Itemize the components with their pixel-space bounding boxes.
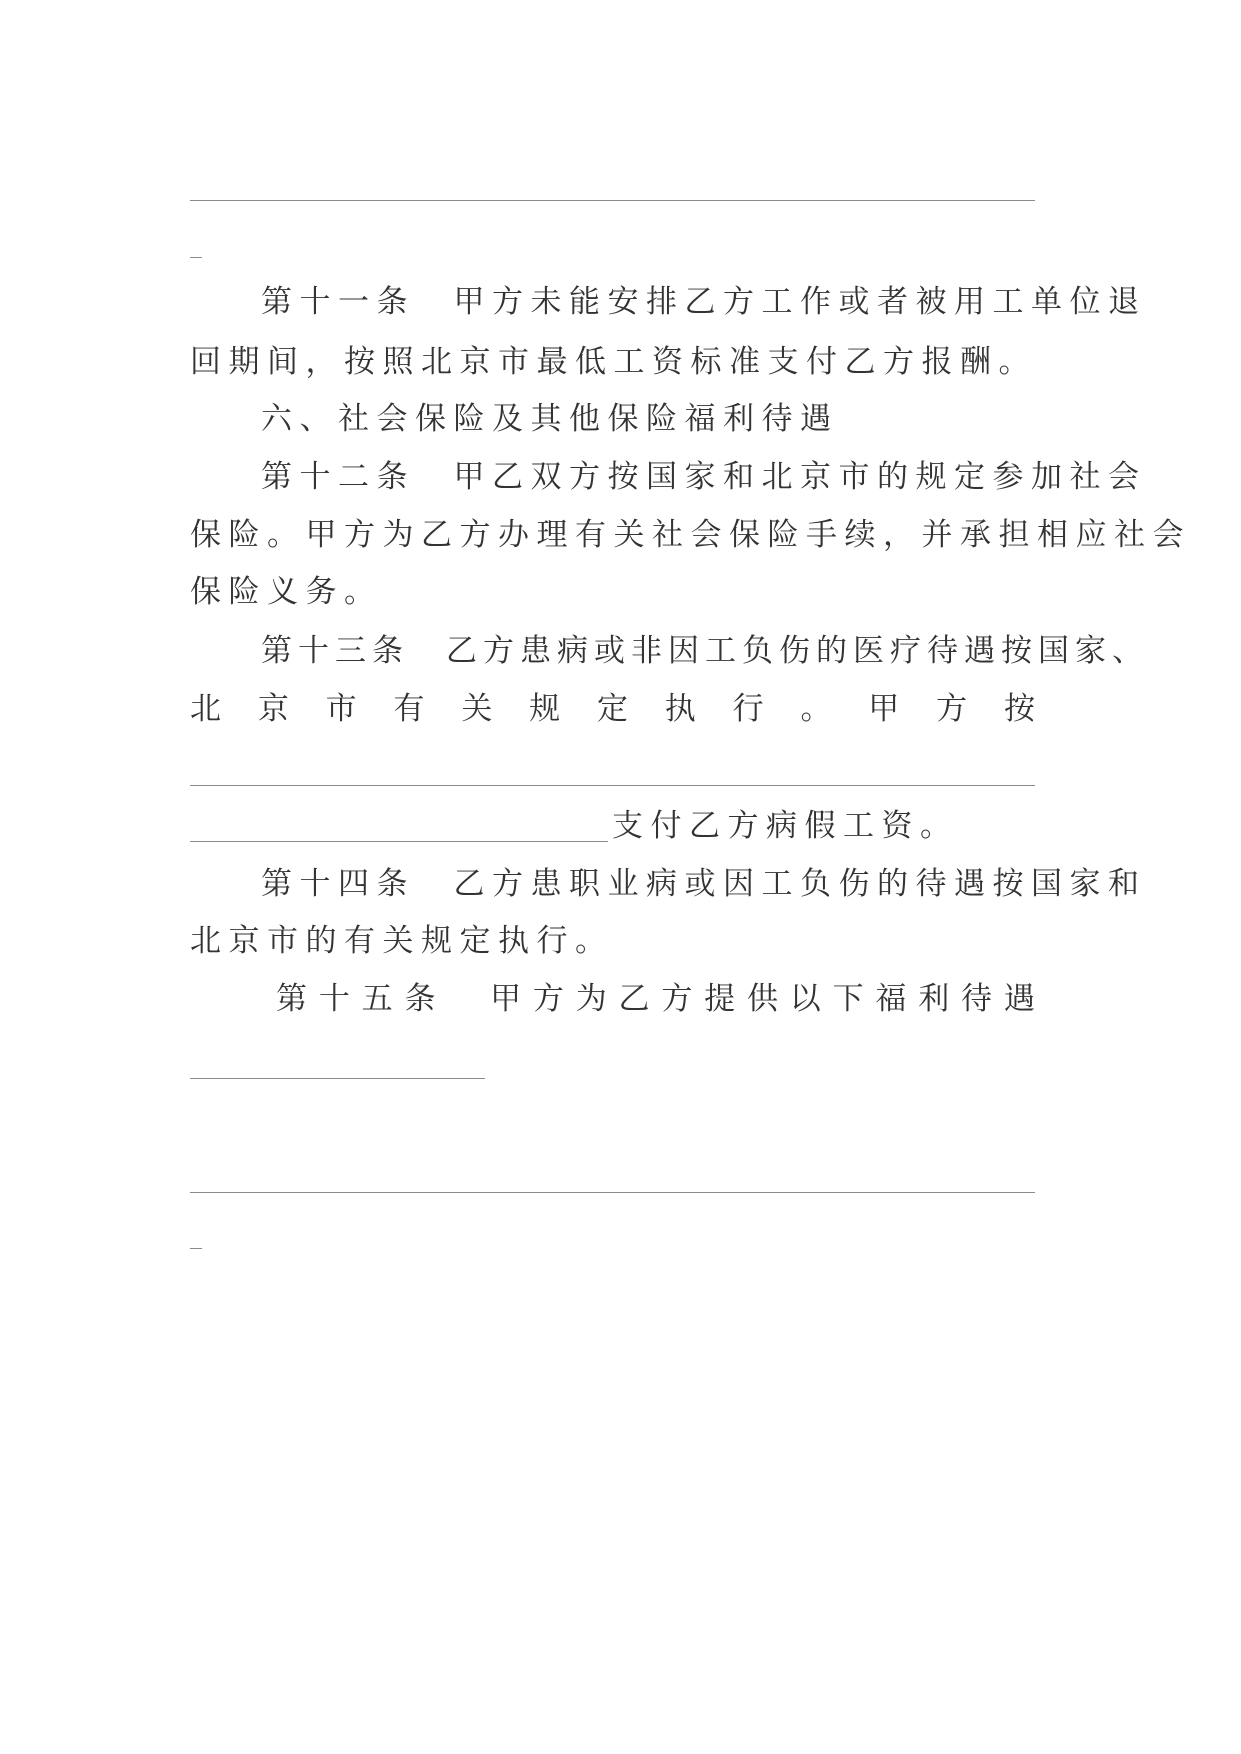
article-15-line-1-char: 提 [704, 981, 736, 1017]
article-15-line-1-char: 为 [575, 981, 607, 1017]
fill-in-blank-line [190, 200, 1035, 201]
article-15-line-1-char: 以 [789, 981, 821, 1017]
fill-in-blank-inline [190, 841, 608, 842]
article-15-line-1-char: 方 [532, 981, 564, 1017]
article-13-line-2 [190, 679, 1035, 739]
article-13-line-2-char: 有 [393, 691, 425, 727]
article-15-line-1-char: 下 [832, 981, 864, 1017]
article-11-line-1: 第十一条 甲方未能安排乙方工作或者被用工单位退 [261, 284, 1147, 320]
article-15-line-1-char: 乙 [618, 981, 650, 1017]
article-15-line-1-char: 遇 [1003, 981, 1035, 1017]
article-13-line-2-char: 北 [190, 691, 221, 727]
article-13-line-2-char: 甲 [868, 691, 900, 727]
article-13-line-2-char: 。 [800, 691, 832, 727]
article-12-line-2: 保险。甲方为乙方办理有关社会保险手续，并承担相应社会 [190, 517, 1191, 553]
fill-in-blank-line [190, 257, 202, 258]
fill-in-blank-line [190, 1192, 1035, 1193]
article-13-line-3 [190, 796, 1052, 856]
article-13-line-2-char: 关 [461, 691, 493, 727]
article-11-line-2: 回期间，按照北京市最低工资标准支付乙方报酬。 [190, 344, 1037, 380]
article-13-line-1: 第十三条 乙方患病或非因工负伤的医疗待遇按国家、 [261, 633, 1149, 669]
fill-in-blank-line [190, 1078, 485, 1079]
article-13-line-2-char: 按 [1003, 691, 1035, 727]
article-13-line-2-char: 行 [732, 691, 764, 727]
article-14-line-1: 第十四条 乙方患职业病或因工负伤的待遇按国家和 [261, 866, 1147, 902]
article-15-line-1-char: 福 [875, 981, 907, 1017]
article-13-line-2-char: 执 [664, 691, 696, 727]
article-13-line-3-text: 支付乙方病假工资。 [612, 808, 959, 844]
article-15-line-1-char [447, 969, 478, 1029]
fill-in-blank-line [190, 1248, 202, 1249]
article-13-line-2-char: 京 [257, 691, 289, 727]
article-14-line-2: 北京市的有关规定执行。 [190, 923, 614, 959]
article-13-line-2-char: 规 [529, 691, 561, 727]
article-13-line-2-char: 方 [936, 691, 968, 727]
article-12-line-1: 第十二条 甲乙双方按国家和北京市的规定参加社会 [261, 459, 1147, 495]
section-heading: 六、社会保险及其他保险福利待遇 [261, 401, 839, 437]
article-15-line-1-char: 供 [746, 981, 778, 1017]
article-12-line-3: 保险义务。 [190, 574, 383, 610]
article-15-line-1 [276, 969, 1035, 1029]
article-15-line-1-char: 十 [318, 981, 350, 1017]
article-15-line-1-char: 第 [276, 981, 307, 1017]
article-15-line-1-char: 条 [404, 981, 436, 1017]
article-13-line-2-char: 定 [596, 691, 628, 727]
article-15-line-1-char: 方 [661, 981, 693, 1017]
article-15-line-1-char: 甲 [490, 981, 522, 1017]
article-15-line-1-char: 利 [918, 981, 950, 1017]
article-15-line-1-char: 待 [961, 981, 992, 1017]
fill-in-blank-line [190, 785, 1035, 786]
article-15-line-1-char: 五 [361, 981, 393, 1017]
article-13-line-2-char: 市 [325, 691, 357, 727]
